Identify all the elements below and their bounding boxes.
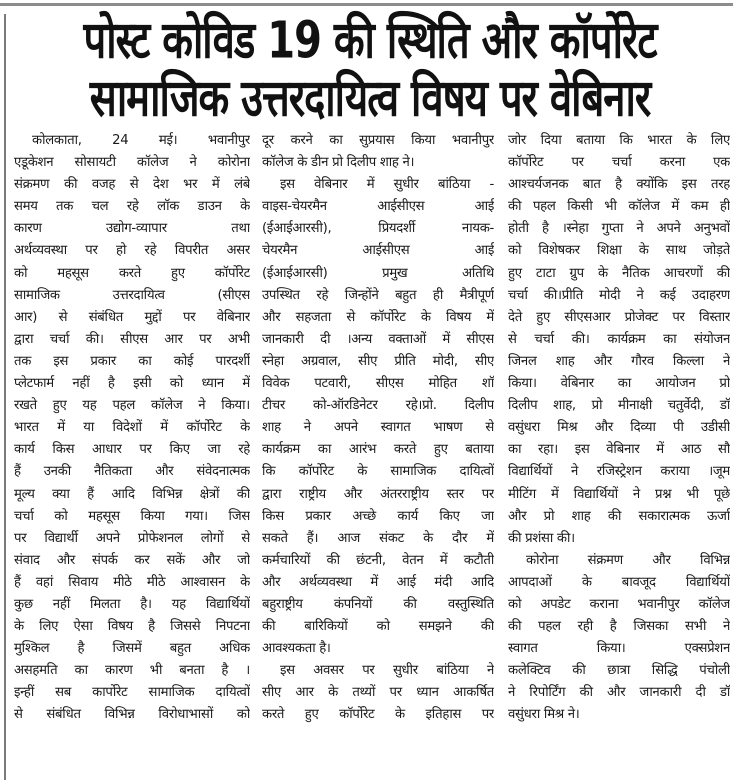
article-line: प्लेटफार्म नहीं है इसी को ध्यान में — [14, 376, 250, 392]
article-line: कारण उद्योग-व्यापार तथा — [14, 221, 250, 237]
article-line: इन्हीं सब कार्पोरेट सामाजिक दायित्वों — [14, 685, 250, 701]
article-line: ने रिपोर्टिंग की और जानकारी दी डॉ — [508, 685, 730, 701]
article-line: हैं वहां सिवाय मीठे मीठे आश्वासन के — [14, 574, 250, 590]
article-line: की प्रशंसा की। — [508, 530, 575, 546]
article-line: और प्रो शाह की सकारात्मक ऊर्जा — [508, 508, 730, 524]
article-line: हैं उनकी नैतिकता और संवेदनात्मक — [14, 464, 250, 480]
article-line: और अर्थव्यवस्था में आई मंदी आदि — [262, 574, 494, 590]
article-line: को अपडेट कराना भवानीपुर कॉलेज — [508, 596, 730, 612]
article-line: को विशेषकर शिक्षा के साथ जोड़ते — [508, 243, 730, 259]
article-line: चर्चा को महसूस किया गया। जिस — [14, 508, 250, 524]
article-line: का रहा। इस वेबिनार में आठ सौ — [508, 442, 730, 458]
article-line: आर) से संबंधित मुद्दों पर वेबिनार — [14, 309, 250, 325]
article-line: देते हुए सीएसआर प्रोजेक्ट पर विस्तार — [508, 309, 730, 325]
article-line: वाइस-चेयरमैन आईसीएस आई — [262, 199, 494, 215]
article-line: इस वेबिनार में सुधीर बांठिया - — [280, 177, 494, 193]
article-line: की बारिकियों को समझने की — [262, 619, 494, 635]
article-line: इस अवसर पर सुधीर बांठिया ने — [280, 663, 494, 679]
article-line: सामाजिक उत्तरदायित्व (सीएस — [14, 287, 250, 303]
article-line: अर्थव्यवस्था पर हो रहे विपरीत असर — [14, 243, 250, 259]
article-line: के लिए ऐसा विषय है जिससे निपटना — [14, 619, 250, 635]
article-line: कार्यक्रम का आरंभ करते हुए बताया — [262, 442, 494, 458]
article-line: मीटिंग में विद्यार्थियों ने प्रश्न भी पूछे — [508, 486, 730, 502]
article-line: दिलीप शाह, प्रो मीनाक्षी चतुर्वेदी, डॉ — [508, 398, 730, 414]
article-column-2 — [262, 130, 494, 778]
article-line: मूल्य क्या हैं आदि विभिन्न क्षेत्रों की — [14, 486, 250, 502]
article-line: जोर दिया बताया कि भारत के लिए — [508, 133, 730, 148]
article-line: संवाद और संपर्क कर सकें और जो — [14, 552, 250, 568]
article-line: असहमति का कारण भी बनता है । — [14, 663, 250, 679]
article-line: तक इस प्रकार का कोई पारदर्शी — [14, 353, 250, 369]
article-line: किया। वेबिनार का आयोजन प्रो — [508, 376, 730, 392]
article-line: किस प्रकार अच्छे कार्य किए जा — [262, 508, 494, 524]
article-line: पर विद्यार्थी अपने प्रोफेशनल लोगों से — [14, 530, 250, 546]
article-line: स्वागत किया। एक्सप्रेशन — [508, 641, 730, 657]
article-line: जानकारी दी ।अन्य वक्ताओं में सीएस — [262, 331, 494, 347]
article-line: कोरोना संक्रमण और विभिन्न — [526, 552, 730, 568]
article-line: सीए आर के तथ्यों पर ध्यान आकर्षित — [262, 685, 494, 701]
article-line: विवेक पटवारी, सीएस मोहित शॉ — [262, 376, 494, 392]
article-line: जिनल शाह और गौरव किल्ला ने — [508, 353, 730, 369]
headline — [14, 12, 726, 128]
article-line: की पहल रही है जिसका सभी ने — [508, 619, 730, 635]
article-line: सकते हैं। आज संकट के दौर में — [262, 530, 494, 546]
article-line: कि कॉर्पोरेट के सामाजिक दायित्वों — [262, 464, 494, 480]
article-line: दूर करने का सुप्रयास किया भवानीपुर — [262, 133, 494, 148]
article-line: समय तक चल रहे लॉक डाउन के — [14, 199, 250, 215]
article-line: द्वारा चर्चा की। सीएस आर पर अभी — [14, 331, 250, 347]
article-column-1 — [14, 130, 250, 778]
article-line: की पहल किसी भी कॉलेज में कम ही — [508, 199, 730, 215]
article-line: आश्चर्यजनक बात है क्योंकि इस तरह — [508, 177, 730, 193]
article-line: करते हुए कॉर्पोरेट के इतिहास पर — [262, 707, 494, 723]
headline-line-1: पोस्ट कोविड 19 की स्थिति और कॉर्पोरेट — [83, 11, 657, 71]
article-line: कॉर्पोरेट पर चर्चा करना एक — [508, 155, 730, 171]
article-line: उपस्थित रहे जिन्होंने बहुत ही मैत्रीपूर्ण — [262, 287, 494, 303]
article-line: एडूकेशन सोसायटी कॉलेज ने कोरोना — [14, 155, 250, 171]
article-line: स्नेहा अग्रवाल, सीए प्रीति मोदी, सीए — [262, 353, 494, 369]
article-line: रखते हुए यह पहल कॉलेज ने किया। — [14, 398, 250, 414]
article-line: बहुराष्ट्रीय कंपनियों की वस्तुस्थिति — [262, 596, 494, 612]
article-line: होती है ।स्नेहा गुप्ता ने अपने अनुभवों — [508, 221, 730, 237]
article-line: आपदाओं के बावजूद विद्यार्थियों — [508, 574, 730, 590]
article-line: (ईआईआरसी) प्रमुख अतिथि — [262, 265, 494, 281]
article-line: कोलकाता, 24 मई। भवानीपुर — [32, 133, 250, 148]
article-line: से चर्चा की। कार्यक्रम का संयोजन — [508, 331, 730, 347]
article-line: कलेक्टिव की छात्रा सिद्धि पंचोली — [508, 663, 730, 679]
article-column-3 — [508, 130, 730, 778]
article-line: कार्य किस आधार पर किए जा रहे — [14, 442, 250, 458]
article-line: (ईआईआरसी), प्रियदर्शी नायक- — [262, 221, 494, 237]
article-line: और सहजता से कॉर्पोरेट के विषय में — [262, 309, 494, 325]
left-column-rule — [4, 14, 6, 780]
article-line: वसुंधरा मिश्र और दिव्या पी उडीसी — [508, 420, 730, 436]
article-line: संक्रमण की वजह से देश भर में लंबे — [14, 177, 250, 193]
article-line: चेयरमैन आईसीएस आई — [262, 243, 494, 259]
article-line: टीचर को-ऑरडिनेटर रहे।प्रो. दिलीप — [262, 398, 494, 414]
article-line: कॉलेज के डीन प्रो दिलीप शाह ने। — [262, 155, 415, 171]
article-line: वसुंधरा मिश्र ने। — [508, 707, 580, 723]
article-line: द्वारा राष्ट्रीय और अंतरराष्ट्रीय स्तर पर — [262, 486, 494, 502]
article-line: कुछ नहीं मिलता है। यह विद्यार्थियों — [14, 596, 250, 612]
article-line: आवश्यकता है। — [262, 641, 331, 657]
article-line: हुए टाटा ग्रुप के नैतिक आचरणों की — [508, 265, 730, 281]
article-line: से संबंधित विभिन्न विरोधाभासों को — [14, 707, 250, 723]
article-line: कर्मचारियों की छंटनी, वेतन में कटौती — [262, 552, 494, 568]
article-line: शाह ने अपने स्वागत भाषण से — [262, 420, 494, 436]
article-line: भारत में या विदेशों में कॉर्पोरेट के — [14, 420, 250, 436]
article-line: चर्चा की।प्रीति मोदी ने कई उदाहरण — [508, 287, 730, 303]
article-line: मुश्किल है जिसमें बहुत अधिक — [14, 641, 250, 657]
headline-line-2: सामाजिक उत्तरदायित्व विषय पर वेबिनार — [89, 69, 651, 129]
article-line: को महसूस करते हुए कॉर्पोरेट — [14, 265, 250, 281]
article-line: विद्यार्थियों ने रजिस्ट्रेशन कराया ।जूम — [508, 464, 730, 480]
